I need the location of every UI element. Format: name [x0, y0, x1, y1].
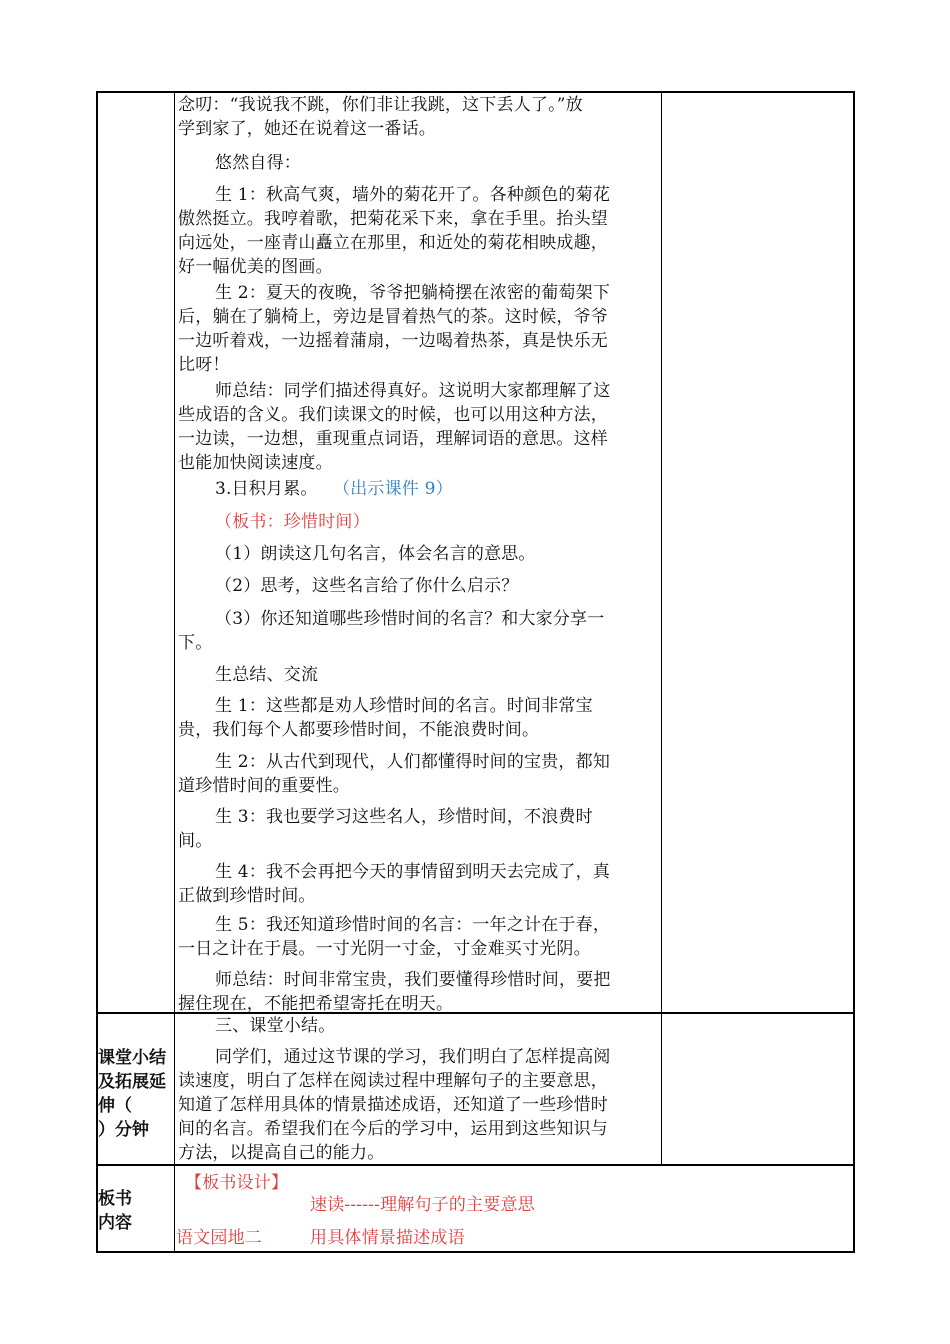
- text-line: 方法，以提高自己的能力。: [178, 1143, 385, 1163]
- text-line: 间。: [178, 831, 213, 851]
- text-line: 读速度，明白了怎样在阅读过程中理解句子的主要意思，: [178, 1071, 608, 1091]
- text-line: 生 3：我也要学习这些名人，珍惜时间，不浪费时: [215, 807, 593, 827]
- text-line: 下。: [178, 633, 213, 653]
- text-line: 后，躺在了躺椅上，旁边是冒着热气的茶。这时候，爷爷: [178, 307, 608, 327]
- text-line: 也能加快阅读速度。: [178, 453, 333, 473]
- board-line-speed-reading: 速读------理解句子的主要意思: [310, 1195, 535, 1215]
- text-line: 生 1：秋高气爽，墙外的菊花开了。各种颜色的菊花: [215, 185, 611, 205]
- text-line: 一边听着戏，一边摇着蒲扇，一边喝着热茶，真是快乐无: [178, 331, 608, 351]
- text-line: 学到家了，她还在说着这一番话。: [178, 119, 436, 139]
- text-line: 生 2：从古代到现代，人们都懂得时间的宝贵，都知: [215, 752, 611, 772]
- text-line: 握住现在，不能把希望寄托在明天。: [178, 994, 454, 1014]
- text-line: 些成语的含义。我们读课文的时候，也可以用这种方法，: [178, 405, 608, 425]
- text-line: 向远处，一座青山矗立在那里，和近处的菊花相映成趣，: [178, 233, 608, 253]
- board-line-idioms: 用具体情景描述成语: [310, 1228, 465, 1248]
- text-line: 道珍惜时间的重要性。: [178, 776, 350, 796]
- text-line: （3）你还知道哪些珍惜时间的名言？和大家分享一: [215, 609, 605, 629]
- text-line: 生 2：夏天的夜晚，爷爷把躺椅摆在浓密的葡萄架下: [215, 283, 611, 303]
- label-line: 课堂小结: [98, 1048, 166, 1068]
- text-line: 贵，我们每个人都要珍惜时间，不能浪费时间。: [178, 720, 540, 740]
- text-line: 念叨：“我说我不跳，你们非让我跳，这下丢人了。”放: [178, 95, 583, 115]
- text-line: 比呀！: [178, 355, 230, 375]
- board-design-heading: 【板书设计】: [185, 1173, 289, 1193]
- text-line: 生 5：我还知道珍惜时间的名言：一年之计在于春，: [215, 915, 611, 935]
- column-divider-right: [661, 91, 662, 1165]
- text-line: 间的名言。希望我们在今后的学习中，运用到这些知识与: [178, 1119, 608, 1139]
- text-line: 好一幅优美的图画。: [178, 257, 333, 277]
- text-line: 傲然挺立。我哼着歌，把菊花采下来，拿在手里。抬头望: [178, 209, 608, 229]
- text-line: 生总结、交流: [215, 665, 319, 685]
- text-line: 知道了怎样用具体的情景描述成语，还知道了一些珍惜时: [178, 1095, 608, 1115]
- text-line: 生 1：这些都是劝人珍惜时间的名言。时间非常宝: [215, 696, 593, 716]
- text-line: （2）思考，这些名言给了你什么启示？: [215, 576, 519, 596]
- label-line: 内容: [98, 1213, 132, 1233]
- text-line: 一边读，一边想，重现重点词语，理解词语的意思。这样: [178, 429, 608, 449]
- text-line: 师总结：时间非常宝贵，我们要懂得珍惜时间，要把: [215, 970, 611, 990]
- column-divider-left: [174, 91, 175, 1253]
- label-line: ）分钟: [98, 1120, 149, 1140]
- text-line: 3.日积月累。: [215, 479, 318, 499]
- text-line: 同学们，通过这节课的学习，我们明白了怎样提高阅: [215, 1047, 611, 1067]
- text-line: 师总结：同学们描述得真好。这说明大家都理解了这: [215, 381, 611, 401]
- text-line: 生 4：我不会再把今天的事情留到明天去完成了，真: [215, 862, 611, 882]
- text-line: 一日之计在于晨。一寸光阴一寸金，寸金难买寸光阴。: [178, 939, 591, 959]
- text-line: 悠然自得：: [215, 153, 301, 173]
- board-note: （板书：珍惜时间）: [215, 512, 370, 532]
- label-line: 伸（: [98, 1096, 132, 1116]
- courseware-note: （出示课件 9）: [333, 479, 453, 499]
- text-line: 正做到珍惜时间。: [178, 886, 316, 906]
- board-title: 语文园地二: [176, 1228, 262, 1248]
- label-line: 板书: [98, 1189, 132, 1209]
- label-line: 及拓展延: [98, 1072, 166, 1092]
- text-line: 三、课堂小结。: [215, 1016, 336, 1036]
- text-line: （1）朗读这几句名言，体会名言的意思。: [215, 544, 536, 564]
